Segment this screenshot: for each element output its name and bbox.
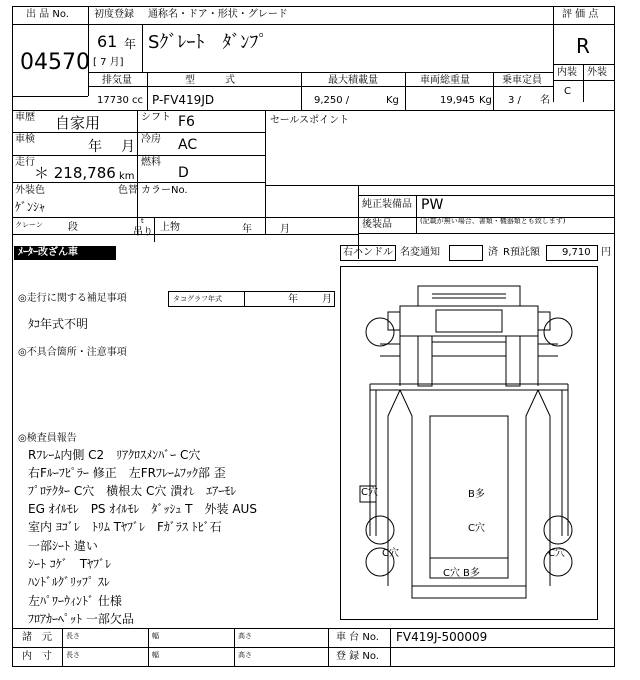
mileage-value: ＊ 218,786 — [34, 164, 116, 182]
max-load-value: 9,250 / — [314, 95, 350, 106]
lot-number: 04570 — [20, 50, 90, 75]
reg-year-unit: 年 — [124, 37, 137, 51]
displacement-value: 17730 — [97, 95, 129, 106]
damage-mark: C穴 — [468, 523, 485, 534]
capacity-value: 3 / — [508, 95, 521, 106]
crane-label: クレーン — [15, 221, 43, 229]
inspector-line: Rﾌﾚｰﾑ内側 C2 ﾘｱｸﾛｽﾒﾝﾊﾞｰ C穴 — [28, 448, 201, 462]
cc-unit: cc — [132, 95, 143, 106]
max-load-label: 最大積載量 — [328, 75, 378, 86]
gross-weight-value: 19,945 — [440, 95, 475, 106]
mileage-label: 走行 — [15, 157, 35, 168]
km-unit: km — [119, 171, 135, 182]
inspector-line: ﾌﾟﾛﾃｸﾀｰ C穴 横根太 C穴 潰れ ｴｱｰﾓﾚ — [28, 484, 237, 498]
deposit-label: 済 — [488, 247, 498, 258]
aftermarket-note: (記載が無い場合、書類・機器類とも致します) — [420, 217, 566, 225]
interior-height-label: 高さ — [238, 651, 252, 659]
exterior-label: 外装 — [587, 67, 607, 78]
model-code: P-FV419JD — [152, 93, 215, 107]
person-unit: 名 — [540, 95, 550, 106]
dims-width-label: 幅 — [152, 632, 159, 640]
loader-month: 月 — [280, 224, 290, 235]
damage-mark: B多 — [463, 568, 480, 579]
registration-label: 登 録 No. — [336, 651, 379, 662]
color-change-label: 色替 — [118, 185, 138, 196]
loader-year: 年 — [242, 224, 252, 235]
dims-height-label: 高さ — [238, 632, 252, 640]
inspector-line: ｼｰﾄ ｺｹﾞ Tﾔﾌﾞﾚ — [28, 557, 112, 571]
inspector-line: EG ｵｲﾙﾓﾚ PS ｵｲﾙﾓﾚ ﾀﾞｯｼｭ T 外装 AUS — [28, 502, 257, 516]
aftermarket-label: 後装品 — [362, 219, 392, 230]
damage-mark: C穴 — [443, 568, 460, 579]
gross-weight-label: 車両総重量 — [420, 75, 470, 86]
sales-point-label: セールスポイント — [270, 115, 350, 126]
crane-hang: 吊り — [133, 227, 153, 238]
fuel-label: 燃料 — [141, 157, 161, 168]
tacho-label: タコグラフ年式 — [173, 295, 222, 303]
inspection-label: 車検 — [15, 134, 35, 145]
kg-unit-2: Kg — [479, 95, 492, 106]
inspector-line: 左ﾊﾟﾜｰｳｨﾝﾄﾞ 仕様 — [28, 594, 122, 608]
shift-label: シフト — [141, 112, 171, 123]
name-change-label: 名変通知 — [400, 247, 440, 258]
name-label: 通称名・ドア・形状・グレード — [148, 9, 288, 20]
interior-length-label: 長さ — [66, 651, 80, 659]
inspection-year-unit: 年 — [88, 139, 102, 155]
shift-value: F6 — [178, 114, 195, 130]
fuel-value: D — [178, 165, 189, 181]
inspector-line: 室内 ﾖｺﾞﾚ ﾄﾘﾑ Tﾔﾌﾞﾚ Fｶﾞﾗｽ ﾄﾋﾞ石 — [28, 520, 222, 534]
inspection-month-unit: 月 — [121, 139, 135, 155]
chassis-number: FV419J-500009 — [396, 630, 488, 644]
lot-label: 出 品 No. — [26, 9, 69, 20]
color-value: ｹﾞﾝｼｬ — [15, 200, 46, 214]
defects-label: ◎不具合箇所・注意事項 — [18, 347, 127, 358]
history-label: 車歴 — [15, 112, 35, 123]
dims-length-label: 長さ — [66, 632, 80, 640]
equipment-value: PW — [421, 197, 444, 213]
inspector-line: 右Fﾙｰﾌﾋﾟﾗｰ 修正 左FRﾌﾚｰﾑﾌｯｸ部 歪 — [28, 466, 226, 480]
interior-grade: C — [564, 86, 571, 97]
tacho-month-unit: 月 — [322, 294, 332, 305]
recycle-label: R預託額 — [503, 247, 540, 258]
inspector-label: ◎検査員報告 — [18, 433, 77, 444]
damage-mark: C穴 — [382, 548, 399, 559]
truck-diagram — [340, 266, 598, 620]
recycle-amount: 9,710 — [562, 247, 591, 258]
crane-stage: 段 — [68, 222, 78, 233]
reg-year: 61 — [97, 32, 118, 51]
interior-label: 内装 — [557, 67, 577, 78]
yen-unit: 円 — [601, 247, 611, 258]
ac-value: AC — [178, 137, 198, 153]
grade-score: R — [576, 34, 590, 58]
tacho-year-unit: 年 — [288, 294, 298, 305]
steering-value: 右ハンドル — [343, 247, 393, 258]
type-label: 型 式 — [185, 75, 235, 86]
interior-width-label: 幅 — [152, 651, 159, 659]
first-reg-label: 初度登録 — [94, 9, 134, 20]
damage-mark: C穴 — [361, 487, 378, 498]
reg-month: [ 7 月] — [93, 57, 124, 68]
chassis-label: 車 台 No. — [336, 632, 379, 643]
odometer-tampered-text: ﾒｰﾀｰ改ざん車 — [18, 247, 78, 258]
inspector-line: ﾌﾛｱｶｰﾍﾟｯﾄ 一部欠品 — [28, 612, 134, 626]
inspector-line: 一部ｼｰﾄ 違い — [28, 539, 98, 553]
ac-label: 冷房 — [141, 134, 161, 145]
displacement-label: 排気量 — [102, 75, 132, 86]
color-label: 外装色 — [15, 185, 45, 196]
damage-mark: B多 — [468, 489, 485, 500]
crane-tonnage: t — [141, 217, 144, 225]
equipment-label: 純正装備品 — [362, 199, 412, 210]
grade-label: 評 価 点 — [562, 9, 599, 20]
damage-mark: C穴 — [548, 548, 565, 559]
kg-unit: Kg — [386, 95, 399, 106]
travel-notes-label: ◎走行に関する補足事項 — [18, 293, 127, 304]
vehicle-name: Sｸﾞﾚｰﾄ ﾀﾞﾝﾌﾟ — [148, 32, 268, 53]
color-number-label: カラーNo. — [141, 185, 188, 196]
dims-label: 諸 元 — [22, 632, 52, 643]
loader-label: 上物 — [160, 222, 180, 233]
inspector-line: ﾊﾝﾄﾞﾙｸﾞﾘｯﾌﾟ ｽﾚ — [28, 575, 110, 589]
name-change-box — [449, 245, 483, 261]
history-value: 自家用 — [55, 114, 101, 132]
tacho-note: ﾀｺ年式不明 — [28, 317, 89, 331]
interior-dims-label: 内 寸 — [22, 651, 52, 662]
capacity-label: 乗車定員 — [502, 75, 542, 86]
